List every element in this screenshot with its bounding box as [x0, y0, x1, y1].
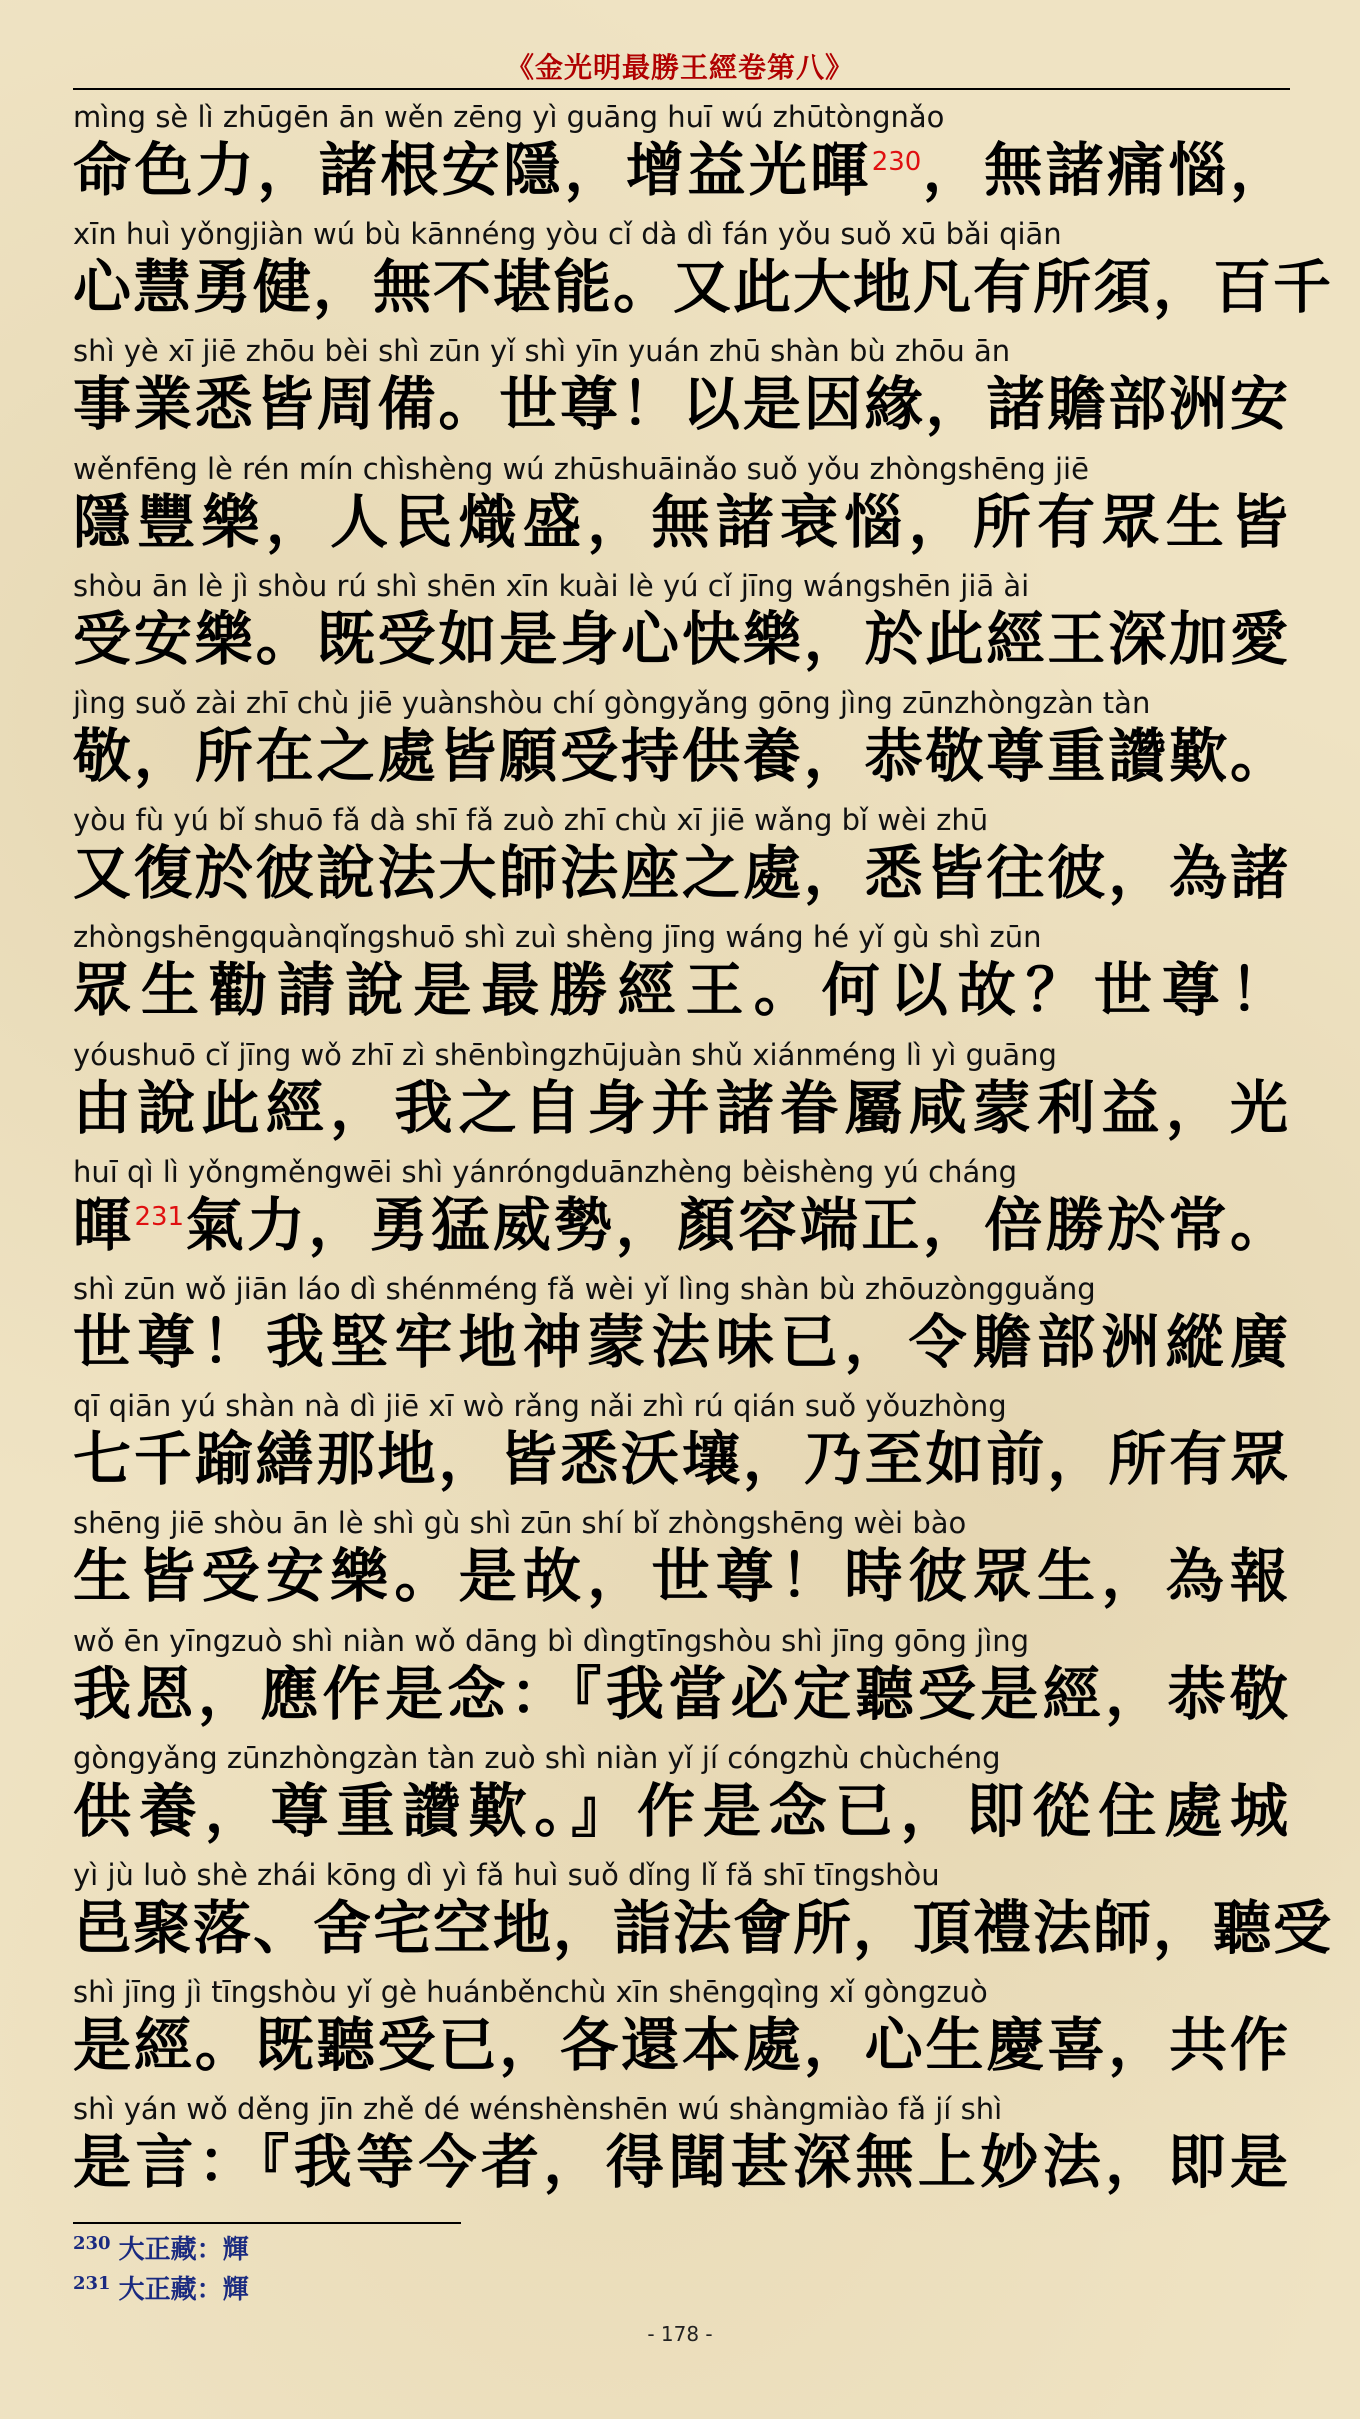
- hanzi-segment: 世尊！我堅牢地神蒙法味已，令贍部洲縱廣: [73, 1308, 1290, 1376]
- hanzi-text: [73, 1542, 1290, 1611]
- scripture-line: [73, 1854, 1334, 1962]
- hanzi-segment: 由說此經，我之自身并諸眷屬咸蒙利益，光: [73, 1073, 1290, 1142]
- hanzi-text: [73, 1073, 1290, 1142]
- hanzi-text: [73, 1659, 1290, 1728]
- hanzi-text: [73, 370, 1290, 439]
- pinyin-annotation: wěnfēng lè rén mín chìshèng wú zhūshuāinǎo suǒ yǒu zhòngshēng jiē: [73, 451, 1089, 486]
- hanzi-text: [73, 1425, 1290, 1494]
- page-header-title: 《金光明最勝王經卷第八》: [505, 51, 854, 84]
- hanzi-text: [73, 1190, 1290, 1259]
- hanzi-text: [73, 253, 1334, 322]
- scripture-line: [73, 1620, 1290, 1726]
- hanzi-segment: 七千踰繕那地，皆悉沃壤，乃至如前，所有眾: [73, 1425, 1290, 1494]
- hanzi-segment: 是經。既聽受已，各還本處，心生慶喜，共作: [73, 2011, 1290, 2080]
- hanzi-text: [73, 2011, 1290, 2080]
- footnote-number: 230: [73, 2233, 111, 2254]
- pinyin-annotation: xīn huì yǒngjiàn wú bù kānnéng yòu cǐ dà dì fán yǒu suǒ xū bǎi qiān: [73, 217, 1062, 252]
- pinyin-annotation: shòu ān lè jì shòu rú shì shēn xīn kuài lè yú cǐ jīng wángshēn jiā ài: [73, 568, 1030, 603]
- scripture-line: [73, 2088, 1290, 2197]
- pinyin-annotation: wǒ ēn yīngzuò shì niàn wǒ dāng bì dìngtīngshòu shì jīng gōng jìng: [73, 1623, 1030, 1658]
- hanzi-text: [73, 604, 1290, 673]
- footnote-marker: 231: [134, 1201, 185, 1232]
- scripture-line: [73, 448, 1290, 554]
- scripture-line: [73, 682, 1290, 788]
- scripture-line: [73, 799, 1290, 908]
- pinyin-annotation: mìng sè lì zhūgēn ān wěn zēng yì guāng huī wú zhūtòngnǎo: [73, 100, 945, 134]
- hanzi-segment: 暉: [73, 1190, 135, 1259]
- hanzi-segment: 又復於彼說法大師法座之處，悉皆往彼，為諸: [73, 839, 1290, 908]
- hanzi-text: [73, 1894, 1334, 1962]
- scripture-line: [73, 565, 1290, 671]
- pinyin-annotation: huī qì lì yǒngměngwēi shì yánróngduānzhèng bèishèng yú cháng: [73, 1154, 1018, 1189]
- hanzi-text: [73, 1310, 1290, 1374]
- hanzi-segment: 命色力，諸根安隱，增益光暉: [73, 136, 872, 204]
- hanzi-segment: 是言：『我等今者，得聞甚深無上妙法，即是: [73, 2128, 1290, 2197]
- hanzi-text: [73, 839, 1290, 908]
- hanzi-segment: ，無諸痛惱，: [921, 136, 1290, 204]
- pinyin-annotation: qī qiān yú shàn nà dì jiē xī wò rǎng nǎi zhì rú qián suǒ yǒuzhòng: [73, 1389, 1007, 1424]
- scripture-line: [73, 1385, 1290, 1494]
- scripture-line: [73, 1034, 1290, 1140]
- hanzi-segment: 敬，所在之處皆願受持供養，恭敬尊重讚歎。: [73, 722, 1290, 790]
- footnote-marker: 230: [871, 147, 922, 177]
- pinyin-annotation: shì jīng jì tīngshòu yǐ gè huánběnchù xīn shēngqìng xǐ gòngzuò: [73, 1975, 988, 2010]
- hanzi-segment: 事業悉皆周備。世尊！以是因緣，諸贍部洲安: [73, 370, 1290, 439]
- footnote-230: [73, 2233, 249, 2267]
- pinyin-annotation: zhòngshēngquànqǐngshuō shì zuì shèng jīng wáng hé yǐ gù shì zūn: [73, 920, 1042, 955]
- scripture-line: [73, 1737, 1290, 1843]
- hanzi-segment: 供養，尊重讚歎。』作是念已，即從住處城: [73, 1776, 1290, 1845]
- hanzi-text: [73, 956, 1290, 1025]
- pinyin-annotation: jìng suǒ zài zhī chù jiē yuànshòu chí gòngyǎng gōng jìng zūnzhòngzàn tàn: [73, 686, 1151, 720]
- pinyin-annotation: shì zūn wǒ jiān láo dì shénméng fǎ wèi yǐ lìng shàn bù zhōuzòngguǎng: [73, 1272, 1096, 1306]
- hanzi-text: [73, 1776, 1290, 1845]
- footnote-231: [73, 2273, 249, 2307]
- footnote-text: 大正藏：輝: [118, 2235, 249, 2265]
- pinyin-annotation: yòu fù yú bǐ shuō fǎ dà shī fǎ zuò zhī chù xī jiē wǎng bǐ wèi zhū: [73, 803, 989, 838]
- hanzi-text: [73, 138, 1290, 202]
- scripture-line: [73, 916, 1290, 1025]
- hanzi-segment: 我恩，應作是念：『我當必定聽受是經，恭敬: [73, 1659, 1290, 1728]
- scripture-line: [73, 1151, 1290, 1257]
- hanzi-segment: 心慧勇健，無不堪能。又此大地凡有所須，百千: [73, 253, 1334, 322]
- footnote-number: 231: [73, 2273, 111, 2294]
- hanzi-segment: 眾生勸請說是最勝經王。何以故？世尊！: [73, 956, 1290, 1025]
- pinyin-annotation: yì jù luò shè zhái kōng dì yì fǎ huì suǒ dǐng lǐ fǎ shī tīngshòu: [73, 1858, 940, 1892]
- footnote-text: 大正藏：輝: [118, 2275, 249, 2305]
- pinyin-annotation: gòngyǎng zūnzhòngzàn tàn zuò shì niàn yǐ jí cóngzhù chùchéng: [73, 1740, 1001, 1775]
- footnote-divider: [73, 2222, 461, 2224]
- page-number: - 178 -: [647, 2322, 713, 2346]
- header-divider: [73, 88, 1290, 90]
- hanzi-segment: 生皆受安樂。是故，世尊！時彼眾生，為報: [73, 1542, 1290, 1611]
- pinyin-annotation: shì yán wǒ děng jīn zhě dé wénshènshēn wú shàngmiào fǎ jí shì: [73, 2092, 1003, 2127]
- pinyin-annotation: shēng jiē shòu ān lè shì gù shì zūn shí bǐ zhòngshēng wèi bào: [73, 1506, 967, 1541]
- scripture-line: [73, 96, 1290, 202]
- scripture-line: [73, 1971, 1290, 2080]
- pinyin-annotation: shì yè xī jiē zhōu bèi shì zūn yǐ shì yīn yuán zhū shàn bù zhōu ān: [73, 334, 1011, 369]
- hanzi-text: [73, 724, 1290, 788]
- pinyin-annotation: yóushuō cǐ jīng wǒ zhī zì shēnbìngzhūjuàn shǔ xiánméng lì yì guāng: [73, 1037, 1057, 1072]
- hanzi-segment: 受安樂。既受如是身心快樂，於此經王深加愛: [73, 604, 1290, 673]
- scripture-line: [73, 213, 1334, 322]
- hanzi-segment: 隱豐樂，人民熾盛，無諸衰惱，所有眾生皆: [73, 487, 1290, 556]
- hanzi-segment: 邑聚落、舍宅空地，詣法會所，頂禮法師，聽受: [73, 1894, 1334, 1962]
- scripture-line: [73, 330, 1290, 439]
- scripture-line: [73, 1502, 1290, 1611]
- hanzi-segment: 氣力，勇猛威勢，顏容端正，倍勝於常。: [184, 1190, 1290, 1259]
- scripture-line: [73, 1268, 1290, 1374]
- hanzi-text: [73, 487, 1290, 556]
- hanzi-text: [73, 2128, 1290, 2197]
